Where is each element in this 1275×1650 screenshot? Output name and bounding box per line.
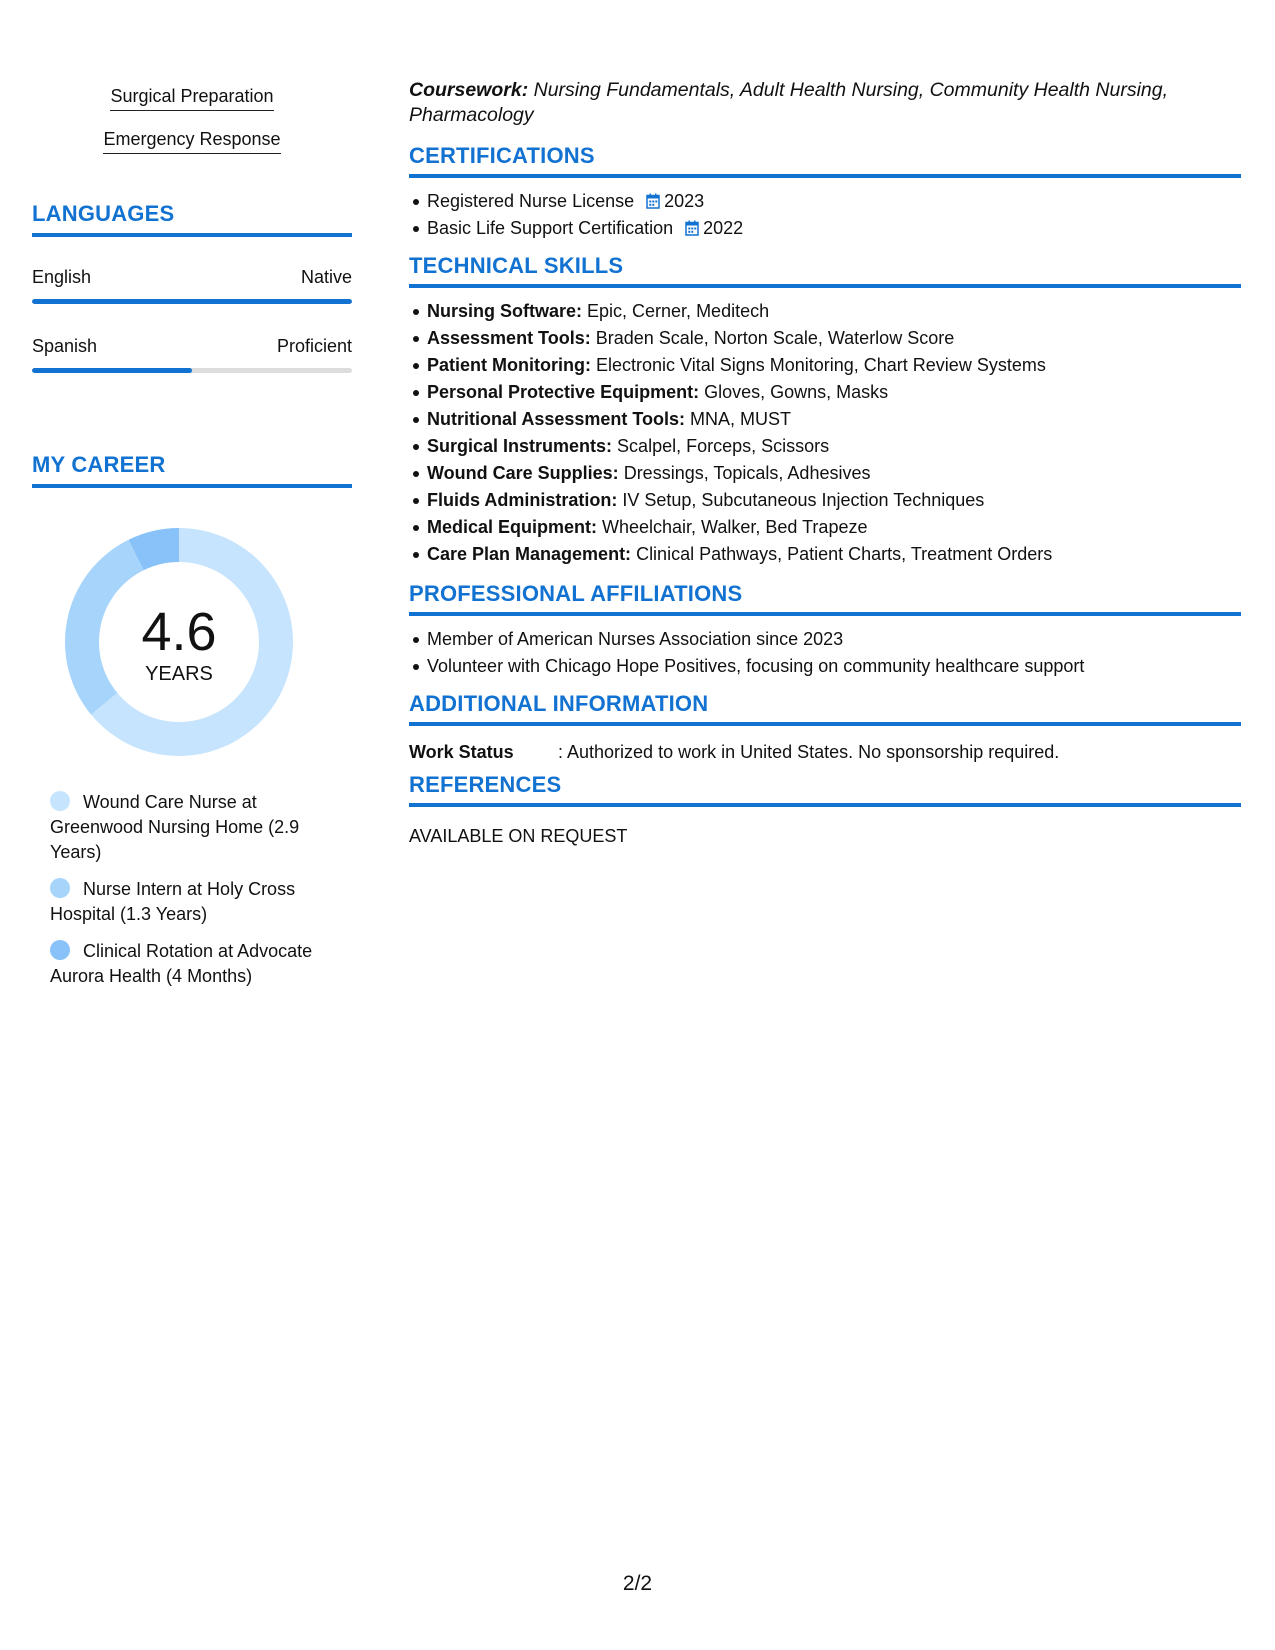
- language-bar-fill: [32, 299, 352, 304]
- affiliation-item: Member of American Nurses Association since 2023: [427, 626, 1259, 653]
- career-donut-chart: [65, 528, 293, 756]
- language-name: English: [32, 267, 92, 287]
- language-row: [32, 267, 352, 288]
- calendar-icon: [646, 193, 660, 209]
- legend-dot: [50, 791, 70, 811]
- skill-category: Surgical Instruments:: [427, 436, 613, 456]
- language-bar: [32, 368, 352, 373]
- technical-skill-item: [427, 487, 1259, 514]
- affiliation-item: Volunteer with Chicago Hope Positives, focusing on community healthcare support: [427, 653, 1259, 680]
- coursework-label: Coursework:: [409, 79, 529, 101]
- certifications-heading: CERTIFICATIONS: [409, 143, 1241, 178]
- languages-heading: LANGUAGES: [32, 201, 352, 237]
- skill-category: Fluids Administration:: [427, 490, 618, 510]
- affiliations-heading: PROFESSIONAL AFFILIATIONS: [409, 581, 1241, 616]
- skill-category: Personal Protective Equipment:: [427, 382, 700, 402]
- legend-dot: [50, 878, 70, 898]
- certifications-list: [409, 188, 1259, 242]
- skill-category: Nursing Software:: [427, 301, 583, 321]
- career-item-text: Wound Care Nurse at Greenwood Nursing Home (2.9 Years): [50, 792, 300, 862]
- references-heading: REFERENCES: [409, 772, 1241, 807]
- certification-item: [427, 188, 1259, 215]
- career-legend: [50, 790, 330, 1001]
- skill-values: Electronic Vital Signs Monitoring, Chart Review Systems: [590, 355, 1046, 375]
- skill-chip-label: Emergency Response: [103, 129, 280, 154]
- certification-name: Registered Nurse License: [427, 191, 635, 211]
- technical-skills-list: [409, 298, 1259, 568]
- technical-skill-item: [427, 514, 1259, 541]
- certification-year: 2022: [703, 218, 744, 238]
- coursework: [409, 78, 1241, 128]
- skill-category: Patient Monitoring:: [427, 355, 591, 375]
- certification-name: Basic Life Support Certification: [427, 218, 674, 238]
- skill-category: Nutritional Assessment Tools:: [427, 409, 686, 429]
- language-bar: [32, 299, 352, 304]
- work-status-label: Work Status: [409, 742, 514, 762]
- skill-values: Gloves, Gowns, Masks: [699, 382, 889, 402]
- skill-values: IV Setup, Subcutaneous Injection Techniques: [617, 490, 985, 510]
- skill-chip-label: Surgical Preparation: [110, 86, 273, 111]
- language-row: [32, 336, 352, 357]
- certification-item: [427, 215, 1259, 242]
- certification-year: 2023: [664, 191, 705, 211]
- language-level: Proficient: [276, 336, 352, 356]
- career-legend-item: [50, 877, 330, 927]
- skill-chip: [32, 86, 352, 111]
- page-number: 2/2: [622, 1572, 653, 1595]
- coursework-text: Nursing Fundamentals, Adult Health Nursing, Community Health Nursing, Pharmacology: [409, 79, 1169, 126]
- technical-skill-item: [427, 460, 1259, 487]
- skill-category: Care Plan Management:: [427, 544, 632, 564]
- skill-values: MNA, MUST: [685, 409, 792, 429]
- technical-skill-item: [427, 541, 1259, 568]
- work-status-value: : Authorized to work in United States. No sponsorship required.: [558, 742, 1060, 762]
- technical-skill-item: [427, 433, 1259, 460]
- references-text: AVAILABLE ON REQUEST: [409, 826, 628, 846]
- skill-category: Assessment Tools:: [427, 328, 591, 348]
- work-status-row: [409, 742, 1241, 763]
- technical-skill-item: [427, 352, 1259, 379]
- skill-values: Dressings, Topicals, Adhesives: [618, 463, 871, 483]
- technical-skill-item: [427, 298, 1259, 325]
- language-bar-fill: [32, 368, 192, 373]
- career-total-unit: YEARS: [145, 662, 213, 685]
- donut-center: [65, 528, 293, 756]
- skill-values: Wheelchair, Walker, Bed Trapeze: [597, 517, 868, 537]
- technical-skill-item: [427, 406, 1259, 433]
- skill-values: Epic, Cerner, Meditech: [582, 301, 770, 321]
- skill-chip: [32, 129, 352, 154]
- technical-skill-item: [427, 325, 1259, 352]
- career-heading: MY CAREER: [32, 452, 352, 488]
- career-total-value: 4.6: [141, 601, 217, 662]
- skill-category: Wound Care Supplies:: [427, 463, 619, 483]
- technical-skill-item: [427, 379, 1259, 406]
- calendar-icon: [685, 220, 699, 236]
- language-level: Native: [300, 267, 352, 287]
- skill-category: Medical Equipment:: [427, 517, 598, 537]
- skill-values: Clinical Pathways, Patient Charts, Treatment Orders: [631, 544, 1053, 564]
- language-name: Spanish: [32, 336, 98, 356]
- technical-skills-heading: TECHNICAL SKILLS: [409, 253, 1241, 288]
- career-legend-item: [50, 790, 330, 865]
- career-item-text: Clinical Rotation at Advocate Aurora Health (4 Months): [50, 941, 313, 986]
- skill-values: Braden Scale, Norton Scale, Waterlow Score: [590, 328, 955, 348]
- career-legend-item: [50, 939, 330, 989]
- additional-info-heading: ADDITIONAL INFORMATION: [409, 691, 1241, 726]
- career-item-text: Nurse Intern at Holy Cross Hospital (1.3 Years): [50, 879, 296, 924]
- legend-dot: [50, 940, 70, 960]
- skill-values: Scalpel, Forceps, Scissors: [612, 436, 830, 456]
- affiliations-list: [409, 626, 1259, 680]
